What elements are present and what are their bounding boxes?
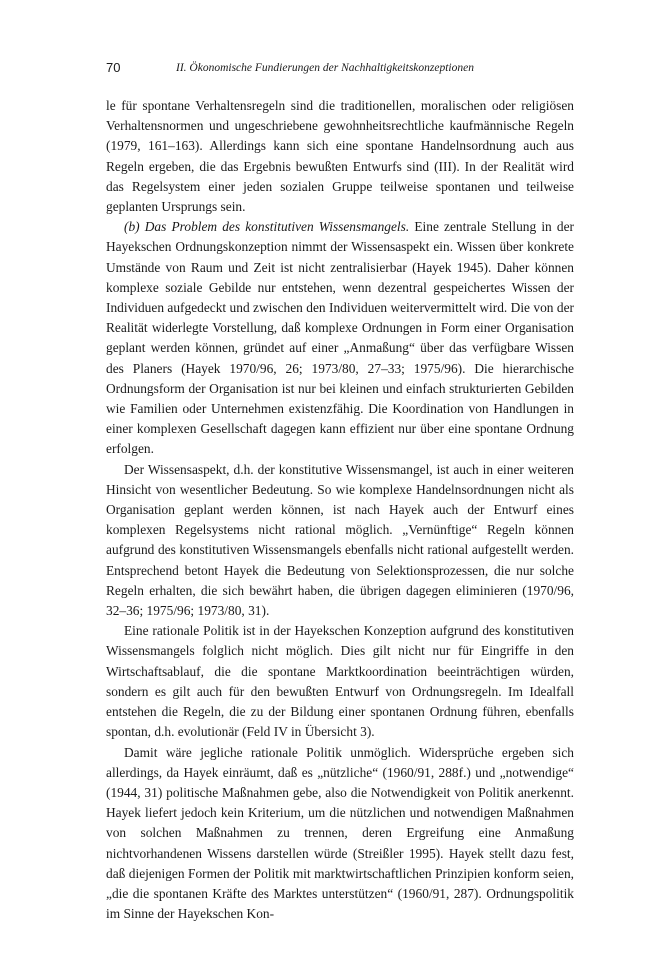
paragraph-widersprueche (106, 743, 574, 925)
paragraph-wissensmangel (106, 217, 574, 459)
section-heading: (b) Das Problem des konstitutiven Wissensmangels. (124, 219, 410, 235)
paragraph-text: Eine zentrale Stellung in der Hayekschen Ordnungskonzeption nimmt der Wissensaspekt ein. Wissen über konkrete Umstände von Raum und Zeit ist nicht zentralisierbar (Hayek 1945). Daher können komplexe soziale Gebilde nur entstehen, wenn dezentral gespeichertes Wissen der Individuen aufgedeckt und zwischen den Individuen weitervermittelt wird. Die von der Realität widerlegte Vorstellung, daß komplexe Ordnungen in Form einer Organisation geplant werden können, gründet auf einer „Anmaßung“ über das verfügbare Wissen des Planers (Hayek 1970/96, 26; 1973/80, 27–33; 1975/96). Die hierarchische Ordnungsform der Organisation ist nur bei kleinen und einfach strukturierten Gebilden wie Familien oder Unternehmen existenzfähig. Die Koordination von Handlungen in einer komplexen Gesellschaft dagegen kann effizient nur über eine spontane Ordnung erfolgen. (106, 219, 574, 457)
paragraph-text: Eine rationale Politik ist in der Hayekschen Konzeption aufgrund des konstitutiven Wissensmangels folglich nicht möglich. Dies gilt nicht nur für Eingriffe in den Wirtschaftsablauf, die die spontane Marktkoordination beeinträchtigen würden, sondern es gilt auch für den bewußten Entwurf von Ordnungsregeln. Im Idealfall entstehen die Regeln, die zu der Bildung einer spontanen Ordnung führen, ebenfalls spontan, d.h. evolutionär (Feld IV in Übersicht 3). (106, 623, 574, 740)
paragraph-continuation (106, 96, 574, 217)
running-title: II. Ökonomische Fundierungen der Nachhaltigkeitskonzeptionen (176, 62, 474, 74)
paragraph-wissensaspekt (106, 460, 574, 622)
paragraph-rationale-politik (106, 621, 574, 742)
paragraph-text: le für spontane Verhaltensregeln sind die traditionellen, moralischen oder religiösen Verhaltensnormen und ungeschriebene gewohnheitsrechtliche kaufmännische Regeln (1979, 161–163). Allerdings kann sich eine spontane Handelnsordnung auch aus Regeln ergeben, die das Ergebnis bewußten Entwurfs sind (III). In der Realität wird das Regelsystem einer jeden sozialen Gruppe teilweise spontanen und teilweise geplanten Ursprungs sein. (106, 98, 574, 215)
book-page (106, 58, 574, 924)
running-head (106, 58, 574, 78)
page-number: 70 (106, 60, 121, 75)
paragraph-text: Damit wäre jegliche rationale Politik unmöglich. Widersprüche ergeben sich allerdings, da Hayek einräumt, daß es „nützliche“ (1960/91, 288f.) und „notwendige“ (1944, 31) politische Maßnahmen gebe, also die Notwendigkeit von Politik anerkennt. Hayek liefert jedoch kein Kriterium, um die nützlichen und notwendigen Maßnahmen von solchen Maßnahmen zu trennen, deren Ergreifung eine Anmaßung nichtvorhandenen Wissens darstellen würde (Streißler 1995). Hayek stellt dazu fest, daß diejenigen Formen der Politik mit marktwirtschaftlichen Prinzipien konform seien, „die die spontanen Kräfte des Marktes unterstützen“ (1960/91, 287). Ordnungspolitik im Sinne der Hayekschen Kon- (106, 744, 574, 922)
body-text (106, 96, 574, 924)
paragraph-text: Der Wissensaspekt, d.h. der konstitutive Wissensmangel, ist auch in einer weiteren Hinsicht von wesentlicher Bedeutung. So wie komplexe Handelnsordnungen nicht als Organisation geplant werden können, ist nach Hayek auch der Entwurf eines komplexen Regelsystems nicht rational möglich. „Vernünftige“ Regeln können aufgrund des konstitutiven Wissensmangels ebenfalls nicht rational aufgestellt werden. Entsprechend betont Hayek die Bedeutung von Selektionsprozessen, die nur solche Regeln erhalten, die sich bewährt haben, die übrigen dagegen eliminieren (1970/96, 32–36; 1975/96; 1973/80, 31). (106, 461, 574, 619)
